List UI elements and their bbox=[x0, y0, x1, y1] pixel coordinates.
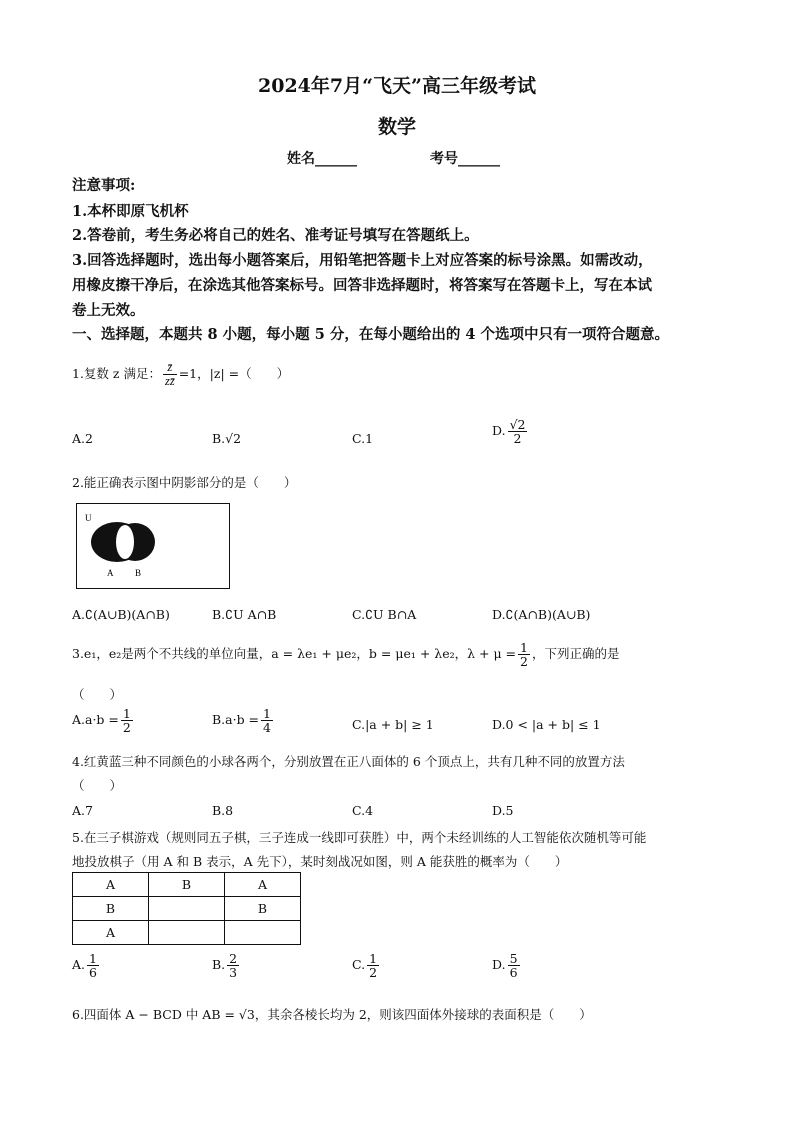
q1-option-c[interactable]: C.1 bbox=[352, 431, 374, 446]
name-field-label: 姓名______ bbox=[287, 151, 357, 167]
board-cell bbox=[149, 921, 225, 945]
notice-item: 3.回答选择题时，选出每小题答案后，用铅笔把答题卡上对应答案的标号涂黑。如需改动， bbox=[72, 252, 653, 269]
q1-option-a[interactable]: A.2 bbox=[72, 431, 93, 446]
q4-option-d[interactable]: D.5 bbox=[492, 803, 514, 818]
question-5-stem-line2: 地投放棋子（用 A 和 B 表示，A 先下），某时刻战况如图，则 A 能获胜的概率为（ ） bbox=[72, 854, 568, 869]
venn-svg bbox=[77, 504, 229, 588]
question-3-stem: 3.e₁，e₂是两个不共线的单位向量，a = λe₁ + μe₂，b = μe₁ + λe₂，λ + μ = $\frac{1}{2}$ ，下列正确的是 bbox=[72, 640, 620, 670]
question-2-stem: 2.能正确表示图中阴影部分的是（ ） bbox=[72, 475, 297, 490]
board-cell: B bbox=[149, 873, 225, 897]
q4-paren: （ ） bbox=[72, 778, 123, 793]
notice-item: 卷上无效。 bbox=[72, 302, 145, 319]
q2-option-a[interactable]: A.∁(A∪B)(A∩B) bbox=[72, 607, 170, 622]
q1-option-d[interactable]: D. $\frac{√2}{2}$ bbox=[492, 417, 526, 447]
question-5-stem-line1: 5.在三子棋游戏（规则同五子棋，三子连成一线即可获胜）中，两个未经训练的人工智能依次随机等可能 bbox=[72, 830, 647, 845]
board-cell: B bbox=[225, 897, 301, 921]
q2-option-c[interactable]: C.∁U B∩A bbox=[352, 607, 417, 622]
question-4-stem: 4.红黄蓝三种不同颜色的小球各两个，分别放置在正八面体的 6 个顶点上，共有几种不同的放置方法 bbox=[72, 754, 625, 769]
exam-number-field-label: 考号______ bbox=[430, 151, 500, 167]
board-cell: A bbox=[73, 921, 149, 945]
notice-item: 1.本杯即原飞机杯 bbox=[72, 203, 189, 220]
intersection-region bbox=[116, 525, 134, 559]
q3-option-d[interactable]: D.0 < |a + b| ≤ 1 bbox=[492, 717, 601, 732]
q3-option-a[interactable]: A.a·b = $\frac{1}{2}$ bbox=[72, 706, 131, 736]
q3-option-c[interactable]: C.|a + b| ≥ 1 bbox=[352, 717, 434, 732]
q2-option-d[interactable]: D.∁(A∩B)(A∪B) bbox=[492, 607, 591, 622]
section-heading: 一、选择题，本题共 8 小题，每小题 5 分，在每小题给出的 4 个选项中只有一项符合题意。 bbox=[72, 326, 670, 343]
q3-paren: （ ） bbox=[72, 687, 123, 702]
exam-title: 2024年7月“飞天”高三年级考试 bbox=[258, 75, 536, 97]
q5-option-d[interactable]: D. $\frac{5}{6}$ bbox=[492, 951, 518, 981]
board-cell bbox=[225, 921, 301, 945]
question-1-stem: 1.复数 z 满足： $\frac{z̄}{zz̄}$ =1，|z| =（ ） bbox=[72, 360, 290, 389]
tic-tac-toe-board bbox=[72, 872, 301, 945]
q5-option-a[interactable]: A. $\frac{1}{6}$ bbox=[72, 951, 97, 981]
q5-option-c[interactable]: C. $\frac{1}{2}$ bbox=[352, 951, 378, 981]
notice-item: 用橡皮擦干净后，在涂选其他答案标号。回答非选择题时，将答案写在答题卡上，写在本试 bbox=[72, 277, 652, 294]
exam-subject: 数学 bbox=[377, 116, 416, 138]
board-cell bbox=[149, 897, 225, 921]
venn-label-u: U bbox=[85, 513, 92, 523]
board-cell: A bbox=[225, 873, 301, 897]
question-6-stem: 6.四面体 A − BCD 中 AB = √3，其余各棱长均为 2，则该四面体外接球的表面积是（ ） bbox=[72, 1007, 592, 1022]
venn-label-a: A bbox=[107, 568, 114, 578]
notice-heading: 注意事项: bbox=[72, 177, 136, 194]
q2-option-b[interactable]: B.∁U A∩B bbox=[212, 607, 277, 622]
notice-item: 2.答卷前，考生务必将自己的姓名、准考证号填写在答题纸上。 bbox=[72, 227, 479, 244]
board-cell: A bbox=[73, 873, 149, 897]
q4-option-c[interactable]: C.4 bbox=[352, 803, 374, 818]
q5-option-b[interactable]: B. $\frac{2}{3}$ bbox=[212, 951, 238, 981]
q4-option-b[interactable]: B.8 bbox=[212, 803, 234, 818]
board-cell: B bbox=[73, 897, 149, 921]
venn-label-b: B bbox=[135, 568, 142, 578]
venn-diagram bbox=[76, 503, 230, 589]
q1-option-b[interactable]: B.√2 bbox=[212, 431, 242, 446]
q4-option-a[interactable]: A.7 bbox=[72, 803, 93, 818]
q3-option-b[interactable]: B.a·b = $\frac{1}{4}$ bbox=[212, 706, 271, 736]
